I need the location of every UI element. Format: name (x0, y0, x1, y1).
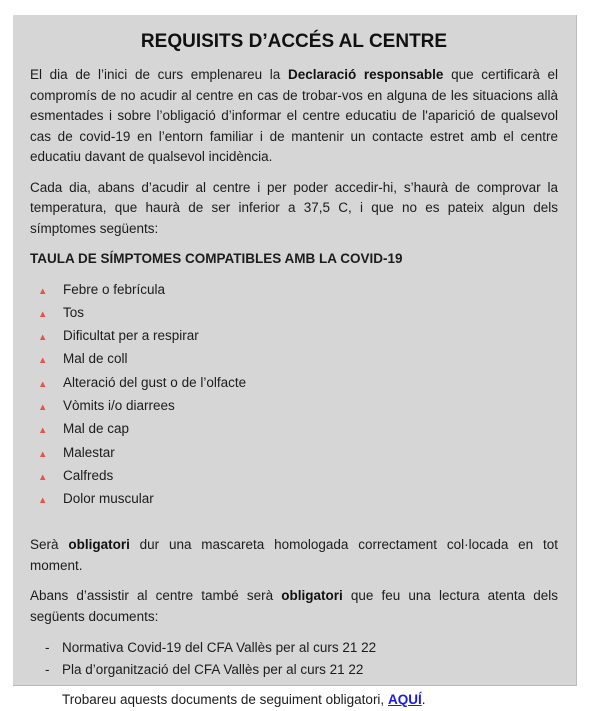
temperature-paragraph: Cada dia, abans d’acudir al centre i per poder accedir-hi, s’haurà de comprovar la temperatura, que haurà de ser inferior a 37,5 C, i que no es pateix algun dels símptomes següents: (30, 179, 558, 236)
triangle-bullet-icon: ▲ (38, 471, 48, 483)
symptom-item (38, 325, 558, 348)
symptom-label: Dificultat per a respirar (63, 328, 199, 344)
document-label: Pla d’organització del CFA Vallès per al curs 21 22 (62, 661, 364, 677)
document-item (45, 659, 558, 680)
triangle-bullet-icon: ▲ (38, 401, 48, 413)
triangle-bullet-icon: ▲ (38, 332, 48, 344)
triangle-bullet-icon: ▲ (38, 448, 48, 460)
symptom-item (38, 442, 558, 465)
documents-list (45, 637, 558, 680)
symptom-item (38, 418, 558, 441)
notice-panel (13, 15, 577, 708)
mask-text-pre: Serà (30, 537, 69, 553)
footer-text-pre: Trobareu aquests documents de seguiment obligatori, (62, 692, 388, 708)
documents-intro-pre: Abans d’assistir al centre també serà (30, 588, 282, 604)
symptom-label: Febre o febrícula (63, 281, 166, 297)
intro-text-pre: El dia de l’inici de curs emplenareu la (30, 67, 288, 82)
symptom-label: Vòmits i/o diarrees (63, 397, 175, 413)
intro-paragraph (30, 65, 558, 168)
symptom-item (38, 279, 558, 302)
mask-paragraph (30, 535, 558, 576)
documents-intro-paragraph (30, 586, 558, 627)
symptoms-heading: TAULA DE SÍMPTOMES COMPATIBLES AMB LA COVID-19 (30, 251, 403, 266)
symptom-item (38, 395, 558, 418)
obligatori-emphasis: obligatori (281, 588, 343, 604)
triangle-bullet-icon: ▲ (38, 308, 48, 320)
symptom-label: Calfreds (63, 467, 114, 483)
triangle-bullet-icon: ▲ (38, 285, 48, 297)
triangle-bullet-icon: ▲ (38, 495, 48, 507)
symptom-label: Alteració del gust o de l’olfacte (63, 374, 247, 390)
triangle-bullet-icon: ▲ (38, 425, 48, 437)
dash-bullet-icon: - (45, 640, 50, 656)
dash-bullet-icon: - (45, 661, 50, 677)
footer-text-post: . (421, 692, 426, 708)
symptom-label: Tos (63, 304, 85, 320)
symptom-label: Mal de cap (63, 421, 130, 437)
symptom-label: Malestar (63, 444, 115, 460)
footer-note (62, 690, 558, 711)
mask-text-post: dur una mascareta homologada correctament col·locada en tot moment. (30, 537, 558, 573)
symptom-item (38, 372, 558, 395)
obligatori-emphasis: obligatori (68, 537, 130, 553)
triangle-bullet-icon: ▲ (38, 355, 48, 367)
symptom-item (38, 488, 558, 511)
symptom-item (38, 465, 558, 488)
document-item (45, 637, 558, 658)
symptom-label: Mal de coll (63, 351, 128, 367)
documents-intro-post: que feu una lectura atenta dels següents documents: (30, 588, 558, 624)
symptom-item (38, 348, 558, 371)
symptom-item (38, 302, 558, 325)
intro-text-post: que certificarà el compromís de no acudir al centre en cas de trobar-vos en alguna de les situacions allà esmentades i sobre l’obligació d’informar el centre educatiu de l'aparició de qualsevol cas de covid-19 en l’entorn familiar i de mantenir un contacte estret amb el centre educatiu davant de qualsevol incidència. (30, 67, 558, 164)
aqui-link[interactable]: AQUÍ (387, 692, 422, 708)
triangle-bullet-icon: ▲ (38, 378, 48, 390)
symptoms-list (38, 279, 558, 512)
symptom-label: Dolor muscular (63, 491, 154, 507)
document-label: Normativa Covid-19 del CFA Vallès per al curs 21 22 (62, 640, 377, 656)
page-title: REQUISITS D’ACCÉS AL CENTRE (140, 31, 448, 52)
declaracio-responsable-emphasis: Declaració responsable (287, 67, 444, 82)
